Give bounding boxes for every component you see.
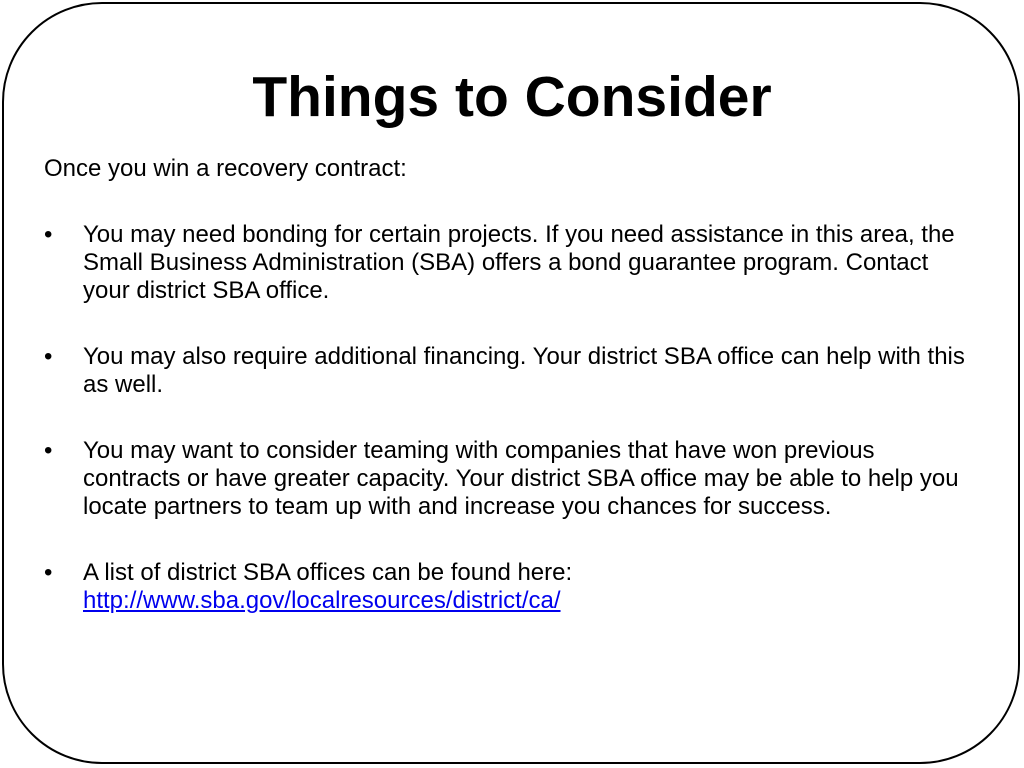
bullet-item <box>44 343 974 399</box>
sba-offices-link[interactable]: http://www.sba.gov/localresources/district/ca/ <box>83 587 561 614</box>
bullet-item <box>44 559 974 615</box>
bullet-item <box>44 221 974 305</box>
slide-content <box>44 155 974 653</box>
bullet-text: A list of district SBA offices can be found here: <box>83 559 573 586</box>
bullet-icon: • <box>44 559 53 586</box>
bullet-icon: • <box>44 343 53 370</box>
bullet-icon: • <box>44 221 53 248</box>
bullet-text: You may also require additional financing. Your district SBA office can help with this as well. <box>83 343 965 398</box>
bullet-icon: • <box>44 437 53 464</box>
bullet-text: You may want to consider teaming with companies that have won previous contracts or have greater capacity. Your district SBA office may be able to help you locate partners to team up with and increase you chances for success. <box>83 437 959 520</box>
intro-text: Once you win a recovery contract: <box>44 155 407 182</box>
bullet-item <box>44 437 974 521</box>
bullet-list <box>44 221 974 615</box>
slide-title: Things to Consider <box>252 65 772 129</box>
bullet-text: You may need bonding for certain projects. If you need assistance in this area, the Small Business Administration (SBA) offers a bond guarantee program. Contact your district SBA office. <box>83 221 955 304</box>
